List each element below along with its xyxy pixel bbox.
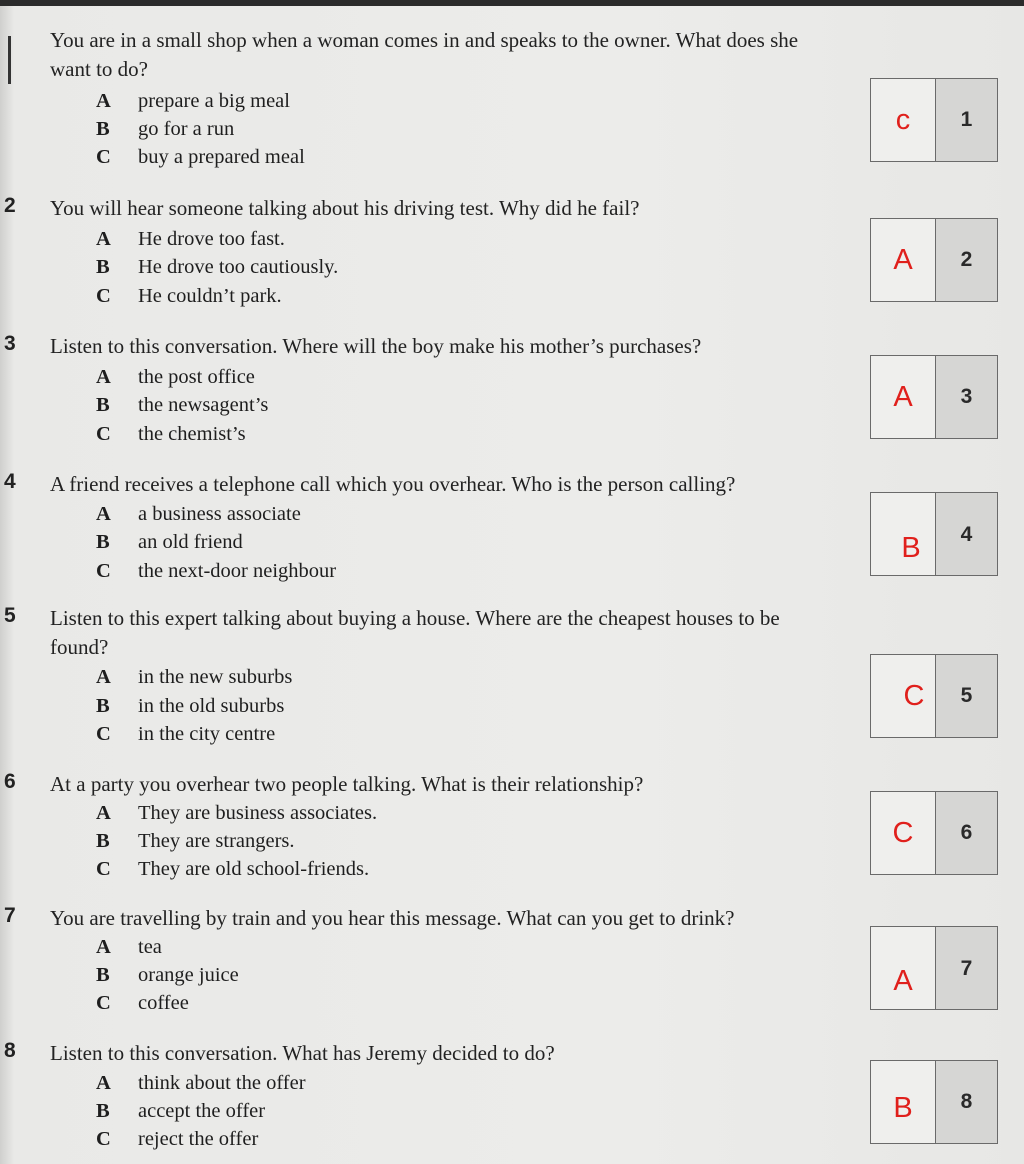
answer-box-1[interactable] — [870, 78, 998, 162]
option-c: C the next-door neighbour — [96, 560, 337, 582]
answer-box-number: 3 — [935, 356, 997, 438]
question-number: 4 — [4, 470, 16, 493]
question-number: 6 — [4, 770, 16, 793]
answer-box-8[interactable] — [870, 1060, 998, 1144]
question-number: 2 — [4, 194, 16, 217]
question-number: 7 — [4, 904, 16, 927]
question-text: Listen to this conversation. What has Jeremy decided to do? — [50, 1041, 555, 1065]
option-b: B accept the offer — [96, 1100, 266, 1122]
answer-box-6[interactable] — [870, 791, 998, 875]
answer-entry[interactable]: A — [893, 380, 913, 413]
option-b: B in the old suburbs — [96, 695, 285, 717]
answer-entry[interactable]: A — [893, 243, 913, 276]
question-text: You are in a small shop when a woman comes in and speaks to the owner. What does she want to do? — [50, 28, 799, 81]
option-a: A in the new suburbs — [96, 666, 293, 688]
option-b: B go for a run — [96, 118, 235, 140]
answer-entry[interactable]: c — [895, 103, 911, 136]
option-c: C coffee — [96, 992, 189, 1014]
answer-entry[interactable]: B — [901, 531, 921, 564]
option-b: B the newsagent’s — [96, 394, 269, 416]
answer-entry[interactable]: A — [893, 964, 913, 997]
answer-box-number: 7 — [935, 927, 997, 1009]
worksheet-page — [0, 6, 1024, 1164]
question-text: Listen to this conversation. Where will the boy make his mother’s purchases? — [50, 334, 702, 358]
answer-box-number: 4 — [935, 493, 997, 575]
option-c: C He couldn’t park. — [96, 285, 282, 307]
answer-box-5[interactable] — [870, 654, 998, 738]
option-a: A He drove too fast. — [96, 228, 285, 250]
question-number: 8 — [4, 1039, 16, 1062]
option-b: B an old friend — [96, 531, 243, 553]
question-text: At a party you overhear two people talking. What is their relationship? — [50, 772, 644, 796]
option-a: A a business associate — [96, 503, 301, 525]
question-text: You will hear someone talking about his driving test. Why did he fail? — [50, 196, 640, 220]
option-c: C the chemist’s — [96, 423, 246, 445]
answer-box-number: 2 — [935, 219, 997, 301]
question-number: 5 — [4, 604, 16, 627]
question-text: Listen to this expert talking about buying a house. Where are the cheapest houses to be found? — [50, 606, 780, 659]
answer-box-number: 1 — [935, 79, 997, 161]
question-text: You are travelling by train and you hear this message. What can you get to drink? — [50, 906, 735, 930]
option-a: A tea — [96, 936, 162, 958]
page-edge-mark — [8, 36, 11, 84]
option-c: C reject the offer — [96, 1128, 259, 1150]
option-a: A the post office — [96, 366, 255, 388]
option-c: C They are old school-friends. — [96, 858, 370, 880]
option-b: B He drove too cautiously. — [96, 256, 339, 278]
answer-box-3[interactable] — [870, 355, 998, 439]
option-b: B They are strangers. — [96, 830, 295, 852]
answer-box-number: 8 — [935, 1061, 997, 1143]
option-b: B orange juice — [96, 964, 239, 986]
answer-box-7[interactable] — [870, 926, 998, 1010]
option-c: C in the city centre — [96, 723, 276, 745]
answer-box-number: 6 — [935, 792, 997, 874]
answer-box-number: 5 — [935, 655, 997, 737]
option-c: C buy a prepared meal — [96, 146, 305, 168]
question-text: A friend receives a telephone call which you overhear. Who is the person calling? — [50, 472, 736, 496]
answer-entry[interactable]: C — [903, 679, 925, 712]
answer-entry[interactable]: C — [892, 816, 914, 849]
option-a: A They are business associates. — [96, 802, 378, 824]
option-a: A prepare a big meal — [96, 90, 290, 112]
answer-entry[interactable]: B — [893, 1091, 913, 1124]
answer-box-2[interactable] — [870, 218, 998, 302]
answer-box-4[interactable] — [870, 492, 998, 576]
question-number: 3 — [4, 332, 16, 355]
option-a: A think about the offer — [96, 1072, 306, 1094]
